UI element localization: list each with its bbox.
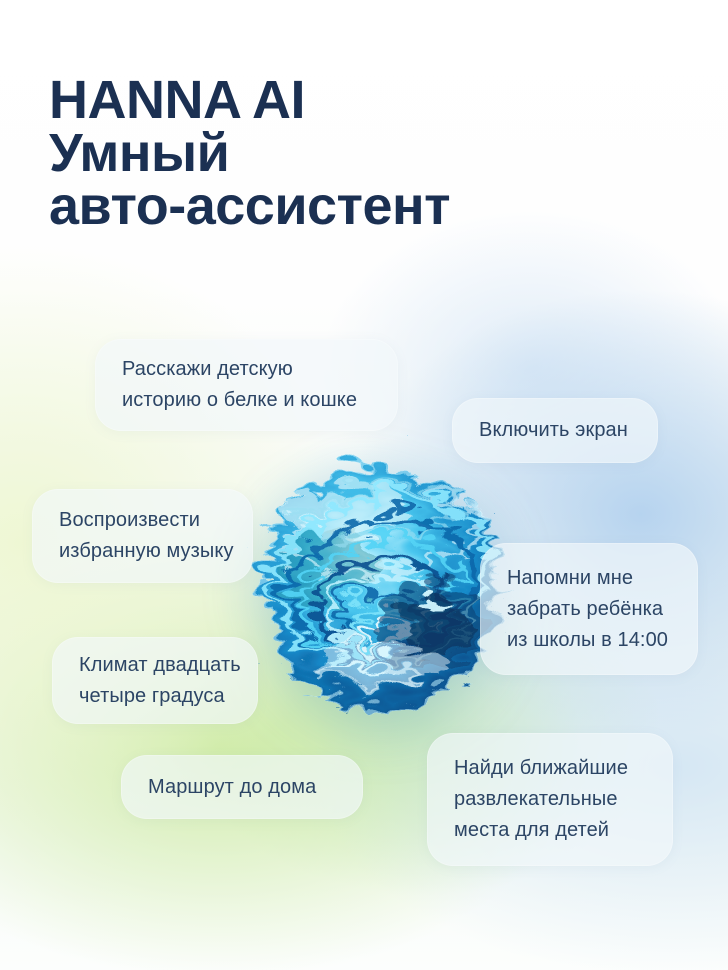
voice-command-text: Воспроизвести: [59, 509, 201, 531]
voice-command-text: Маршрут до дома: [148, 775, 317, 798]
voice-command-bubble-climate: [52, 637, 258, 724]
voice-command-text: места для детей: [454, 819, 610, 841]
voice-command-text: Климат двадцать: [79, 653, 241, 676]
page-title: [49, 70, 451, 236]
voice-command-text: Найди ближайшие: [454, 757, 629, 779]
voice-command-bubble-screen-on: [452, 398, 658, 463]
voice-command-text: Включить экран: [479, 419, 628, 441]
voice-command-text: развлекательные: [454, 788, 618, 810]
voice-command-bubble-route-home: [121, 755, 363, 819]
voice-command-text: избранную музыку: [59, 540, 234, 562]
voice-command-text: Напомни мне: [507, 566, 634, 589]
subtitle-line-2: авто-ассистент: [49, 176, 451, 236]
voice-command-text: Расскажи детскую: [122, 358, 293, 380]
voice-command-bubble-play-music: [32, 489, 253, 583]
voice-command-text: забрать ребёнка: [507, 597, 664, 620]
voice-command-bubble-pickup-reminder: [480, 543, 698, 675]
voice-command-text: из школы в 14:00: [507, 628, 669, 651]
ai-liquid-orb-icon: [224, 432, 516, 716]
voice-command-text: четыре градуса: [79, 684, 225, 707]
brand-name: HANNA AI: [49, 70, 305, 130]
voice-command-bubble-tell-story: [95, 339, 398, 431]
voice-command-bubble-find-places: [427, 733, 673, 866]
voice-command-text: историю о белке и кошке: [122, 389, 358, 411]
subtitle-line-1: Умный: [49, 123, 230, 183]
